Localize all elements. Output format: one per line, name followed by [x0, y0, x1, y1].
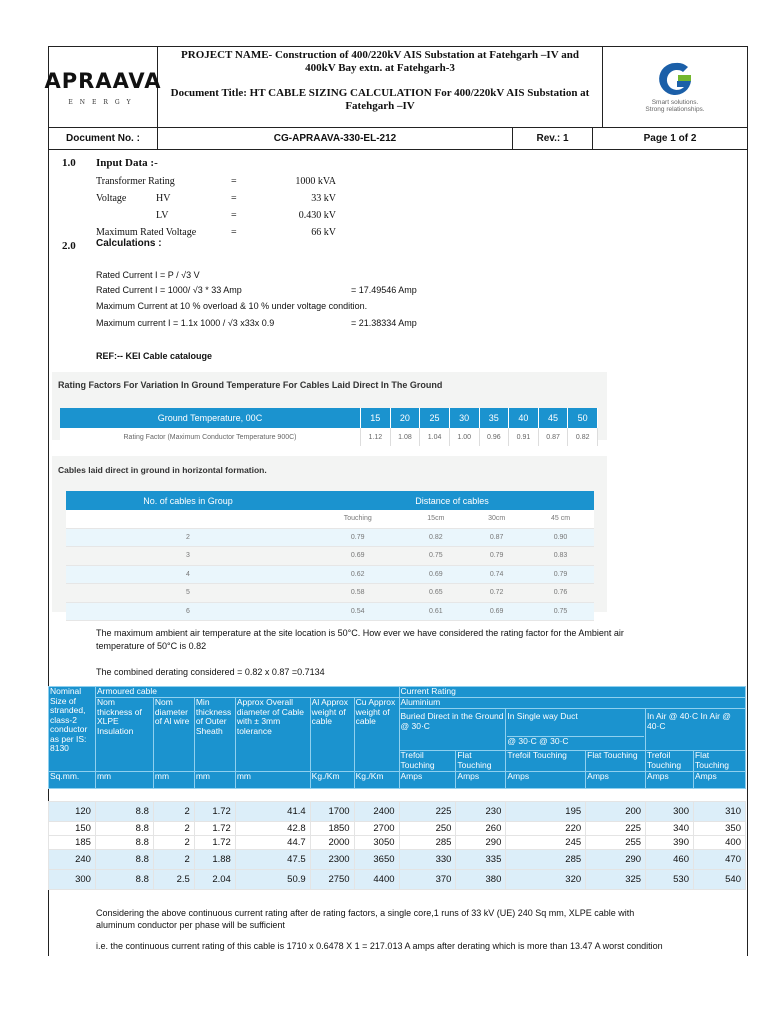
table-cell: 2: [153, 802, 194, 822]
rating-factor-value: 0.91: [509, 428, 539, 446]
combined-derating: The combined derating considered = 0.82 x 0.87 =0.7134: [96, 667, 325, 677]
input-label: Voltage: [96, 193, 127, 204]
table-cell: 0.69: [466, 602, 527, 621]
table-cell: 225: [586, 822, 646, 836]
table-cell: 370: [399, 870, 456, 890]
buried-header: Buried Direct in the Ground @ 30·C: [399, 709, 506, 751]
distance-header: Distance of cables: [310, 491, 594, 510]
conclusion-line2: aluminum conductor per phase will be sufficient: [96, 920, 285, 930]
temp-header: 25: [420, 408, 450, 428]
table-cell: 8.8: [95, 870, 153, 890]
table-cell: 2: [153, 850, 194, 870]
apraava-logo: [44, 47, 162, 127]
table-row: [49, 850, 746, 870]
table-row: [66, 528, 594, 547]
temp-header: 45: [538, 408, 568, 428]
table-cell: 185: [49, 836, 96, 850]
table-cell: 1.72: [194, 802, 235, 822]
table-cell: 3650: [354, 850, 399, 870]
unit-cell: mm: [235, 772, 310, 789]
rating-factor-label: Rating Factor (Maximum Conductor Temperature 900C): [60, 428, 361, 446]
table-cell: 380: [456, 870, 506, 890]
table-cell: 240: [49, 850, 96, 870]
trefoil-header: Trefoil Touching: [399, 751, 456, 772]
rating-factor-value: 1.12: [361, 428, 391, 446]
equals-sign: =: [231, 193, 237, 204]
table-cell: 5: [66, 584, 310, 603]
table-cell: 150: [49, 822, 96, 836]
table-cell: 0.75: [527, 602, 594, 621]
air-header: In Air @ 40·C In Air @ 40·C: [646, 709, 746, 751]
cable-data-table: [48, 686, 746, 890]
table-cell: 285: [399, 836, 456, 850]
table-cell: 0.58: [310, 584, 405, 603]
table-cell: 0.90: [527, 528, 594, 547]
ground-temp-table-title: Rating Factors For Variation In Ground Temperature For Cables Laid Direct In The Ground: [58, 380, 443, 390]
rating-factor-value: 0.96: [479, 428, 509, 446]
table-cell: 290: [456, 836, 506, 850]
unit-cell: mm: [95, 772, 153, 789]
section-number-calc: 2.0: [62, 240, 76, 252]
table-row: [49, 822, 746, 836]
table-cell: 2700: [354, 822, 399, 836]
table-cell: 4400: [354, 870, 399, 890]
table-row: [49, 802, 746, 822]
temp-header: 15: [361, 408, 391, 428]
table-cell: 0.72: [466, 584, 527, 603]
table-cell: 540: [693, 870, 745, 890]
table-cell: 0.62: [310, 565, 405, 584]
unit-cell: Kg./Km: [310, 772, 354, 789]
table-cell: 2: [153, 836, 194, 850]
al-weight-header: Al Approx weight of cable: [310, 698, 354, 772]
table-cell: 2400: [354, 802, 399, 822]
table-cell: 0.76: [527, 584, 594, 603]
table-row: [66, 602, 594, 621]
distance-subheader: 30cm: [466, 510, 527, 528]
table-cell: 1.72: [194, 836, 235, 850]
table-cell: 250: [399, 822, 456, 836]
table-cell: 470: [693, 850, 745, 870]
current-rating-header: Current Rating: [399, 687, 745, 698]
doc-no-label: Document No. :: [49, 128, 158, 149]
reference-note: REF:-- KEI Cable catalouge: [96, 351, 213, 361]
table-cell: 310: [693, 802, 745, 822]
table-cell: 200: [586, 802, 646, 822]
table-row: [49, 870, 746, 890]
cg-tagline-line1: Smart solutions.: [651, 99, 699, 106]
calc-heading: Calculations :: [96, 238, 162, 249]
document-title: Document Title: HT CABLE SIZING CALCULATION For 400/220kV AIS Substation at Fatehgarh –IV: [170, 87, 590, 112]
table-row: [49, 836, 746, 850]
unit-cell: mm: [194, 772, 235, 789]
ambient-note-line2: temperature of 50°C is 0.82: [96, 641, 207, 651]
table-cell: 290: [586, 850, 646, 870]
rating-factor-value: 0.82: [568, 428, 598, 446]
table-cell: 340: [646, 822, 694, 836]
table-cell: 300: [49, 870, 96, 890]
duct-trefoil-header: Trefoil Touching: [506, 751, 586, 772]
revision: Rev.: 1: [513, 128, 593, 149]
distance-subheader: Touching: [310, 510, 405, 528]
table-cell: 1.88: [194, 850, 235, 870]
table-cell: 330: [399, 850, 456, 870]
table-cell: 230: [456, 802, 506, 822]
page-number: Page 1 of 2: [643, 133, 697, 144]
air-trefoil-header: Trefoil Touching: [646, 751, 694, 772]
distance-subheader: 45 cm: [527, 510, 594, 528]
calc-rated-current: Rated Current I = 1000/ √3 * 33 Amp: [96, 285, 242, 295]
table-cell: 50.9: [235, 870, 310, 890]
table-row: [66, 584, 594, 603]
calc-formula: Rated Current I = P / √3 V: [96, 270, 200, 280]
table-cell: 42.8: [235, 822, 310, 836]
logo-subtitle: ENERGY: [68, 98, 138, 106]
table-cell: 0.69: [310, 547, 405, 566]
table-cell: 0.87: [466, 528, 527, 547]
calc-overload-note: Maximum Current at 10 % overload & 10 % under voltage condition.: [96, 301, 368, 311]
table-cell: 320: [506, 870, 586, 890]
table-cell: 0.82: [405, 528, 466, 547]
input-label: Transformer Rating: [96, 176, 175, 187]
section-number-input: 1.0: [62, 157, 76, 169]
ambient-note: [96, 628, 624, 651]
ambient-note-line1: The maximum ambient air temperature at the site location is 50°C. How ever we have considered the rating factor for the Ambient air: [96, 628, 624, 638]
table-cell: 530: [646, 870, 694, 890]
table-cell: 2.5: [153, 870, 194, 890]
table-cell: 390: [646, 836, 694, 850]
temp-header: 35: [479, 408, 509, 428]
table-cell: 0.79: [310, 528, 405, 547]
table-cell: 47.5: [235, 850, 310, 870]
calc-max-current-result: = 21.38334 Amp: [351, 318, 417, 328]
doc-no: CG-APRAAVA-330-EL-212: [158, 128, 513, 149]
rating-factor-value: 1.08: [390, 428, 420, 446]
table-cell: 1850: [310, 822, 354, 836]
group-rating-table: [66, 491, 594, 621]
unit-cell: Kg./Km: [354, 772, 399, 789]
temp-header: 40: [509, 408, 539, 428]
project-name: PROJECT NAME- Construction of 400/220kV AIS Substation at Fatehgarh –IV and 400kV Bay extn. at Fatehgarh-3: [181, 49, 579, 74]
unit-cell: Amps: [693, 772, 745, 789]
table-cell: 2000: [310, 836, 354, 850]
table-cell: 120: [49, 802, 96, 822]
air-flat-header: Flat Touching: [693, 751, 745, 772]
duct-temp-label: @ 30·C @ 30·C: [507, 736, 644, 747]
document-header: [44, 46, 748, 150]
table-cell: 8.8: [95, 850, 153, 870]
table-cell: 0.79: [527, 565, 594, 584]
rating-factor-value: 1.00: [449, 428, 479, 446]
al-wire-header: Nom diameter of Al wire: [153, 698, 194, 772]
table-cell: 8.8: [95, 822, 153, 836]
table-cell: 335: [456, 850, 506, 870]
ground-temp-table: [60, 408, 598, 446]
table-cell: 0.74: [466, 565, 527, 584]
table-cell: 0.61: [405, 602, 466, 621]
calc-rated-current-result: = 17.49546 Amp: [351, 285, 417, 295]
table-cell: 0.79: [466, 547, 527, 566]
table-cell: 285: [506, 850, 586, 870]
unit-cell: Amps: [646, 772, 694, 789]
conclusion-text: [96, 908, 634, 930]
table-cell: 2: [66, 528, 310, 547]
temp-header: 20: [390, 408, 420, 428]
cg-tagline-line2: Strong relationships.: [645, 106, 705, 113]
input-value: 1000 kVA: [295, 176, 336, 187]
duct-label: In Single way Duct: [507, 711, 578, 721]
cg-logo: [603, 47, 747, 127]
flat-header: Flat Touching: [456, 751, 506, 772]
table-cell: 3050: [354, 836, 399, 850]
table-cell: 2300: [310, 850, 354, 870]
input-label: Maximum Rated Voltage: [96, 227, 197, 238]
input-sublabel: HV: [156, 193, 171, 204]
table-row: [66, 547, 594, 566]
temp-header: 50: [568, 408, 598, 428]
table-cell: 0.75: [405, 547, 466, 566]
table-cell: 41.4: [235, 802, 310, 822]
input-value: 33 kV: [311, 193, 336, 204]
table-cell: 1700: [310, 802, 354, 822]
rating-factor-value: 1.04: [420, 428, 450, 446]
table-cell: 2: [153, 822, 194, 836]
table-cell: 1.72: [194, 822, 235, 836]
distance-subheader: 15cm: [405, 510, 466, 528]
table-cell: 0.69: [405, 565, 466, 584]
input-value: 0.430 kV: [298, 210, 336, 221]
rating-factor-value: 0.87: [538, 428, 568, 446]
calc-max-current: Maximum current I = 1.1x 1000 / √3 x33x 0.9: [96, 318, 275, 328]
logo-wordmark: APRAAVA: [44, 68, 162, 93]
overall-diameter-header: Approx Overall diameter of Cable with ± 3mm tolerance: [235, 698, 310, 772]
unit-cell: Amps: [399, 772, 456, 789]
table-cell: 0.83: [527, 547, 594, 566]
table-cell: 350: [693, 822, 745, 836]
table-cell: 300: [646, 802, 694, 822]
conclusion-line1: Considering the above continuous current rating after de rating factors, a single core,1 runs of 33 kV (UE) 240 Sq mm, XLPE cable with: [96, 908, 635, 918]
table-cell: 2750: [310, 870, 354, 890]
aluminium-header: Aluminium: [399, 698, 745, 709]
armoured-header: Armoured cable: [95, 687, 399, 698]
table-cell: 0.65: [405, 584, 466, 603]
cg-tagline: [645, 99, 704, 113]
input-heading: Input Data :-: [96, 157, 158, 169]
ground-temp-header: Ground Temperature, 00C: [60, 408, 361, 428]
table-cell: 460: [646, 850, 694, 870]
nominal-size-header: Nominal Size of stranded, class-2 conductor as per IS: 8130: [49, 687, 96, 772]
table-cell: 255: [586, 836, 646, 850]
duct-flat-header: Flat Touching: [586, 751, 646, 772]
temp-header: 30: [449, 408, 479, 428]
table-cell: 8.8: [95, 836, 153, 850]
table-cell: 325: [586, 870, 646, 890]
xlpe-thickness-header: Nom thickness of XLPE Insulation: [95, 698, 153, 772]
table-cell: 44.7: [235, 836, 310, 850]
table-cell: 3: [66, 547, 310, 566]
unit-cell: Amps: [506, 772, 586, 789]
unit-cell: Sq.mm.: [49, 772, 96, 789]
table-cell: 195: [506, 802, 586, 822]
input-value: 66 kV: [311, 227, 336, 238]
table-cell: 260: [456, 822, 506, 836]
unit-cell: mm: [153, 772, 194, 789]
conclusion-line3: i.e. the continuous current rating of this cable is 1710 x 0.6478 X 1 = 217.013 A amps after derating which is more than 13.47 A worst condition: [96, 941, 663, 951]
unit-cell: Amps: [586, 772, 646, 789]
equals-sign: =: [231, 176, 237, 187]
equals-sign: =: [231, 227, 237, 238]
table-row: [66, 565, 594, 584]
table-cell: 2.04: [194, 870, 235, 890]
input-sublabel: LV: [156, 210, 169, 221]
table-cell: 220: [506, 822, 586, 836]
table-cell: 225: [399, 802, 456, 822]
group-table-title: Cables laid direct in ground in horizontal formation.: [58, 465, 267, 475]
unit-cell: Amps: [456, 772, 506, 789]
equals-sign: =: [231, 210, 237, 221]
table-cell: 0.54: [310, 602, 405, 621]
group-header: No. of cables in Group: [66, 491, 310, 510]
table-cell: 400: [693, 836, 745, 850]
table-cell: 8.8: [95, 802, 153, 822]
table-cell: 245: [506, 836, 586, 850]
table-cell: 6: [66, 602, 310, 621]
duct-header: [506, 709, 646, 751]
sheath-thickness-header: Min thickness of Outer Sheath: [194, 698, 235, 772]
table-cell: 4: [66, 565, 310, 584]
cg-logo-icon: [655, 61, 695, 97]
cu-weight-header: Cu Approx weight of cable: [354, 698, 399, 772]
